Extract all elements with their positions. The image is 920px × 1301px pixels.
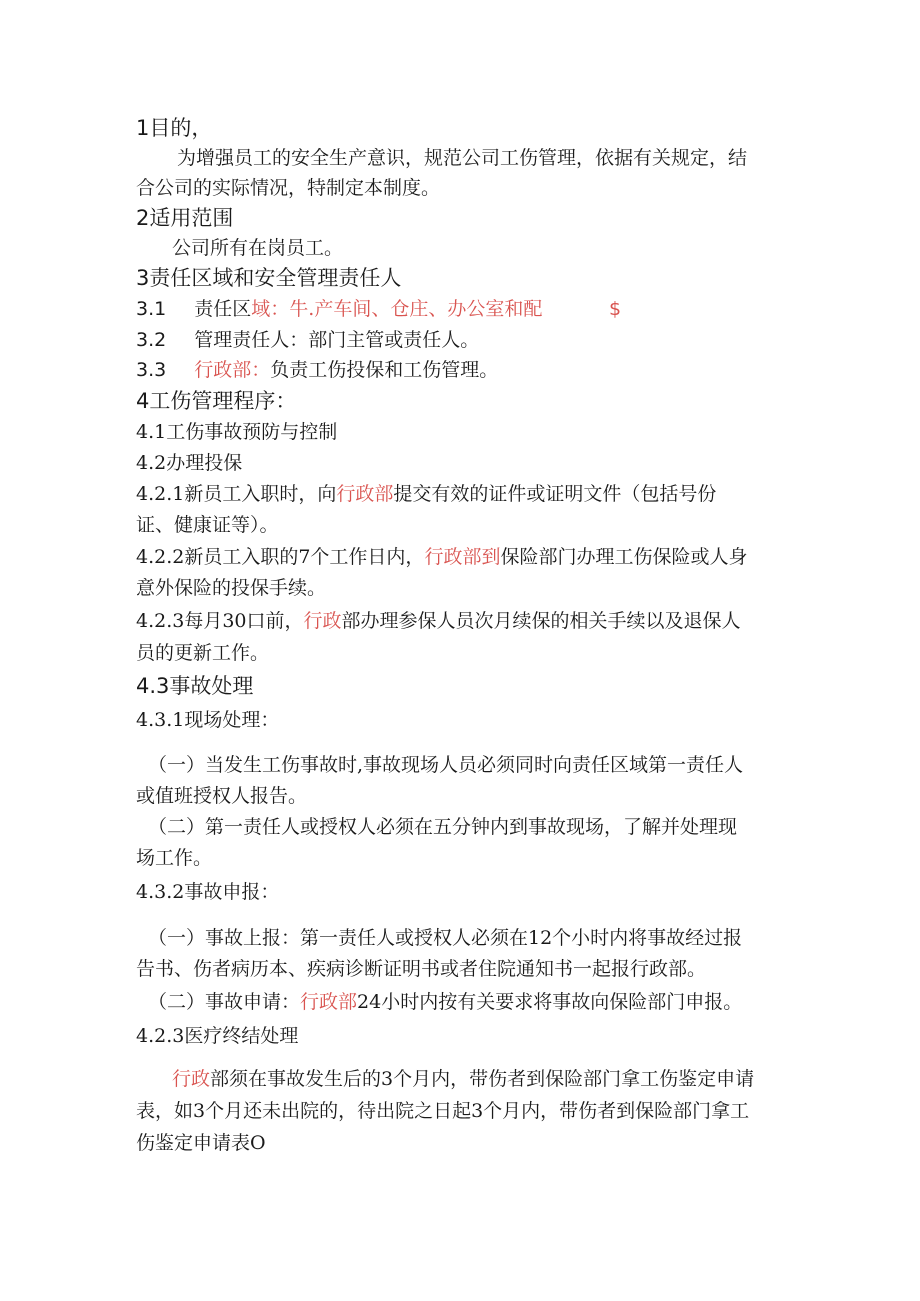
para-4-2-1-text-a: 4.2.1新员工入职时，向 <box>136 483 337 505</box>
para-medical-dept: 行政 <box>172 1068 211 1090</box>
item-3-2-number: 3.2 <box>136 329 167 351</box>
section-4-heading: 4工伤管理程序： <box>136 389 297 413</box>
para-4-3-1-b-line-2: 场工作。 <box>136 847 213 869</box>
para-4-2-3-text-c: 部办理参保人员次月续保的相关手续以及退保人 <box>341 610 741 632</box>
heading-4-3-1: 4.3.1现场处理： <box>136 709 280 731</box>
para-4-3-1-b-line-1: （二）第一责任人或授权人必须在五分钟内到事故现场，了解并处理现 <box>148 816 738 838</box>
item-3-3 <box>136 358 498 382</box>
heading-4-3: 4.3事故处理 <box>136 674 254 698</box>
section-2-body: 公司所有在岗员工。 <box>172 237 344 259</box>
section-1-body-line-1: 为增强员工的安全生产意识，规范公司工伤管理，依据有关规定，结 <box>177 147 748 169</box>
para-4-3-2-b-label: （二）事故申请： <box>148 991 301 1013</box>
para-4-2-2-line-2: 意外保险的投保手续。 <box>136 577 327 599</box>
section-2-heading: 2适用范围 <box>136 206 234 230</box>
item-3-3-dept: 行政部： <box>194 359 271 381</box>
section-1-body-line-2: 合公司的实际情况，特制定本制度。 <box>136 177 441 199</box>
para-4-2-3-line-1 <box>136 609 741 633</box>
item-3-1-label: 责任区 <box>194 298 252 320</box>
para-medical-line-2: 表，如3个月还未出院的，待出院之日起3个月内，带伤者到保险部门拿工 <box>136 1100 750 1122</box>
section-1-heading: 1目的， <box>136 116 213 140</box>
item-3-1-number: 3.1 <box>136 298 167 320</box>
item-3-1-text: 域：牛.产车间、仓庄、办公室和配 <box>251 298 543 320</box>
para-4-2-2-text-a: 4.2.2新员工入职的7个工作日内， <box>136 546 425 568</box>
para-medical-text: 部须在事故发生后的3个月内，带伤者到保险部门拿工伤鉴定申请 <box>210 1068 755 1090</box>
para-4-3-2-b <box>148 990 742 1014</box>
para-medical-line-1 <box>172 1067 754 1091</box>
item-3-3-number: 3.3 <box>136 359 167 381</box>
para-4-2-3-line-2: 员的更新工作。 <box>136 642 270 664</box>
heading-4-2-3-medical: 4.2.3医疗终结处理 <box>136 1025 299 1047</box>
para-4-3-2-b-dept: 行政部 <box>300 991 358 1013</box>
para-medical-line-3: 伤鉴定申请表O <box>136 1132 266 1154</box>
para-4-2-1-line-1 <box>136 482 716 506</box>
para-4-3-2-a-line-1: （一）事故上报：第一责任人或授权人必须在12个小时内将事故经过报 <box>148 927 743 949</box>
para-4-3-1-a-line-2: 或值班授权人报告。 <box>136 785 308 807</box>
para-4-2-3-dept: 行政 <box>303 610 342 632</box>
heading-4-2: 4.2办理投保 <box>136 452 243 474</box>
para-4-2-2-dept: 行政部到 <box>424 546 501 568</box>
section-3-heading: 3责任区域和安全管理责任人 <box>136 266 402 290</box>
heading-4-1: 4.1工伤事故预防与控制 <box>136 421 338 443</box>
para-4-2-1-dept: 行政部 <box>336 483 394 505</box>
para-4-2-2-text-c: 保险部门办理工伤保险或人身 <box>500 546 748 568</box>
item-3-2-text: 管理责任人：部门主管或责任人。 <box>194 329 480 351</box>
para-4-2-3-text-a: 4.2.3每月30口前， <box>136 610 304 632</box>
para-4-2-1-text-c: 提交有效的证件或证明文件（包括号份 <box>393 483 717 505</box>
item-3-3-text: 负责工伤投保和工伤管理。 <box>270 359 499 381</box>
heading-4-3-2: 4.3.2事故申报： <box>136 881 280 903</box>
para-4-2-2-line-1 <box>136 545 747 569</box>
item-3-1-symbol: $ <box>609 298 622 320</box>
para-4-3-2-b-text: 24小时内按有关要求将事故向保险部门申报。 <box>357 991 743 1013</box>
item-3-1 <box>136 297 542 321</box>
item-3-2 <box>136 328 479 352</box>
para-4-3-2-a-line-2: 告书、伤者病历本、疾病诊断证明书或者住院通知书一起报行政部。 <box>136 958 707 980</box>
para-4-3-1-a-line-1: （一）当发生工伤事故时,事故现场人员必须同时向责任区域第一责任人 <box>148 754 744 776</box>
para-4-2-1-line-2: 证、健康证等）。 <box>136 514 279 536</box>
